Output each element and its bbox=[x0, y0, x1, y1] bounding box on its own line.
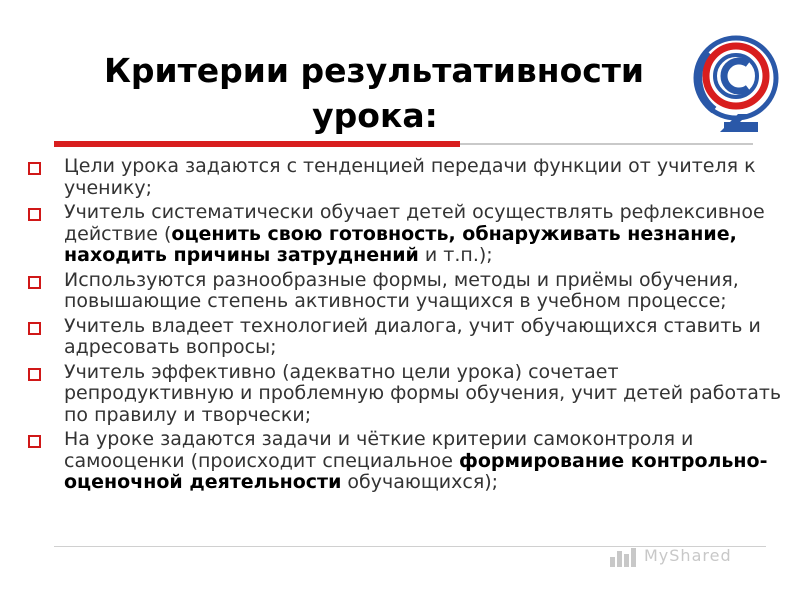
criteria-list bbox=[22, 156, 792, 497]
title-underline-gray bbox=[460, 143, 753, 145]
list-item bbox=[22, 202, 792, 267]
item-text: Учитель систематически обучает детей осуществлять рефлексивное действие ( bbox=[64, 201, 765, 245]
item-text: и т.п.); bbox=[418, 244, 493, 266]
hollow-square-bullet-icon bbox=[28, 162, 41, 175]
circular-c-emblem-icon bbox=[690, 22, 782, 140]
item-text: Используются разнообразные формы, методы и приёмы обучения, повышающие степень активности учащихся в учебном процессе; bbox=[64, 268, 739, 312]
item-text: Цели урока задаются с тенденцией передачи функции от учителя к ученику; bbox=[64, 155, 756, 199]
footer-watermark bbox=[608, 545, 758, 569]
chart-icon bbox=[608, 545, 638, 569]
list-item bbox=[22, 156, 792, 199]
list-item bbox=[22, 429, 792, 494]
item-text-bold: формирование контрольно-оценочной деятельности bbox=[64, 449, 768, 493]
item-text: обучающихся); bbox=[341, 471, 499, 493]
hollow-square-bullet-icon bbox=[28, 276, 41, 289]
hollow-square-bullet-icon bbox=[28, 368, 41, 381]
item-text: Учитель владеет технологией диалога, учит обучающихся ставить и адресовать вопросы; bbox=[64, 314, 761, 358]
list-item bbox=[22, 316, 792, 359]
item-text: Учитель эффективно (адекватно цели урока) сочетает репродуктивную и проблемную формы обучения, учит детей работать по правилу и творчески; bbox=[64, 360, 782, 426]
watermark-text: MyShared bbox=[644, 546, 732, 565]
hollow-square-bullet-icon bbox=[28, 435, 41, 448]
title-underline-red bbox=[54, 141, 460, 147]
title-line-1: Критерии результативности bbox=[103, 51, 645, 90]
list-item bbox=[22, 270, 792, 313]
hollow-square-bullet-icon bbox=[28, 322, 41, 335]
item-text: На уроке задаются задачи и чёткие критерии самоконтроля и самооценки (происходит специальное bbox=[64, 428, 694, 472]
title-line-2: урока: bbox=[312, 96, 438, 135]
hollow-square-bullet-icon bbox=[28, 208, 41, 221]
item-text-bold: оценить свою готовность, обнаруживать незнание, находить причины затруднений bbox=[64, 222, 737, 266]
slide-title bbox=[0, 48, 748, 138]
list-item bbox=[22, 362, 792, 427]
